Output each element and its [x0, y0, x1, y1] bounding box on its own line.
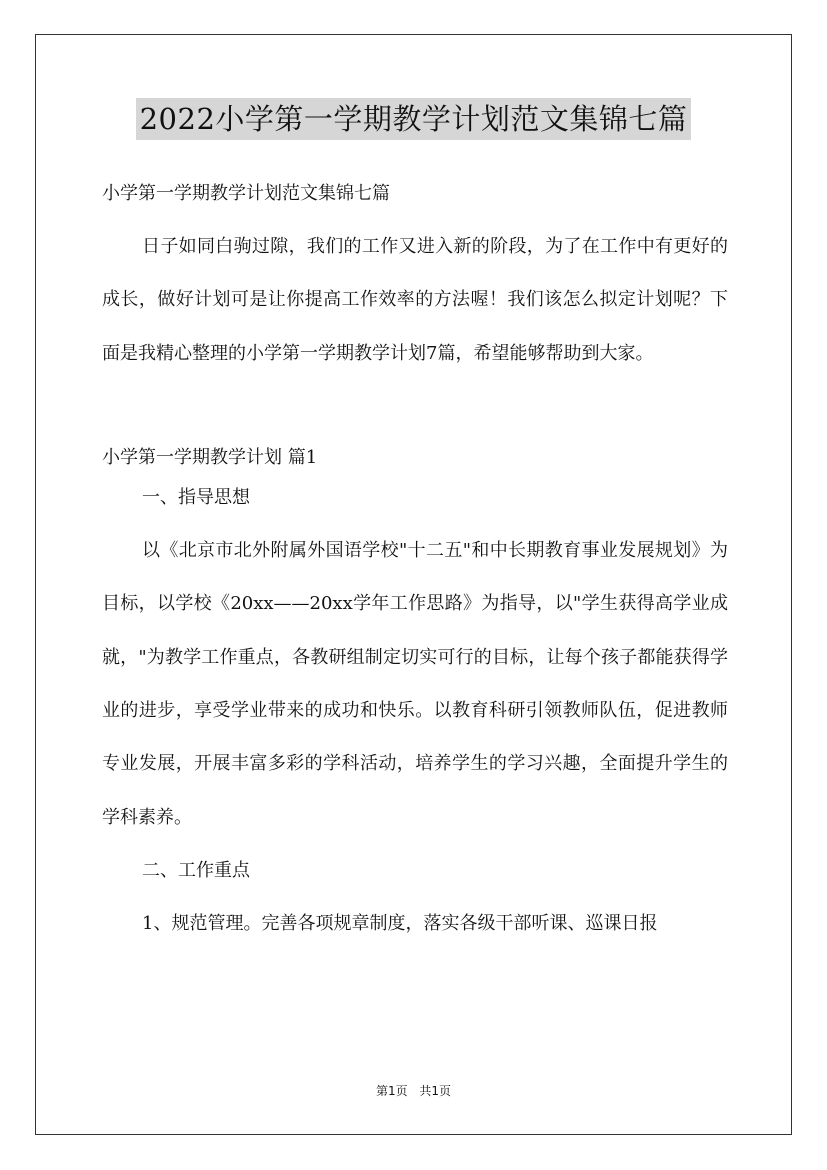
work-focus-paragraph: 1、规范管理。完善各项规章制度，落实各级干部听课、巡课日报 [142, 913, 658, 935]
intro-paragraph: 日子如同白驹过隙，我们的工作又进入新的阶段，为了在工作中有更好的成长，做好计划可是让你提高工作效率的方法喔！我们该怎么拟定计划呢？下面是我精心整理的小学第一学期教学计划7篇，希望能够帮助到大家。 [102, 236, 728, 364]
heading-guiding-thought: 一、指导思想 [142, 486, 250, 508]
heading-work-focus: 二、工作重点 [142, 859, 250, 881]
page-footer [0, 1082, 827, 1099]
total-pages: 共1页 [419, 1084, 452, 1098]
section-heading: 小学第一学期教学计划 篇1 [102, 446, 318, 468]
document-body [102, 162, 728, 951]
title-container [0, 98, 827, 140]
guiding-thought-paragraph: 以《北京市北外附属外国语学校"十二五"和中长期教育事业发展规划》为目标，以学校《20xx——20xx学年工作思路》为指导，以"学生获得高学业成就，"为教学工作重点，各教研组制定切实可行的目标，让每个孩子都能获得学业的进步，享受学业带来的成功和快乐。以教育科研引领教师队伍，促进教师专业发展，开展丰富多彩的学科活动，培养学生的学习兴趣，全面提升学生的学科素养。 [102, 540, 728, 828]
document-subtitle: 小学第一学期教学计划范文集锦七篇 [102, 183, 390, 204]
document-title: 2022小学第一学期教学计划范文集锦七篇 [136, 98, 692, 140]
page-number: 第1页 [375, 1084, 408, 1098]
